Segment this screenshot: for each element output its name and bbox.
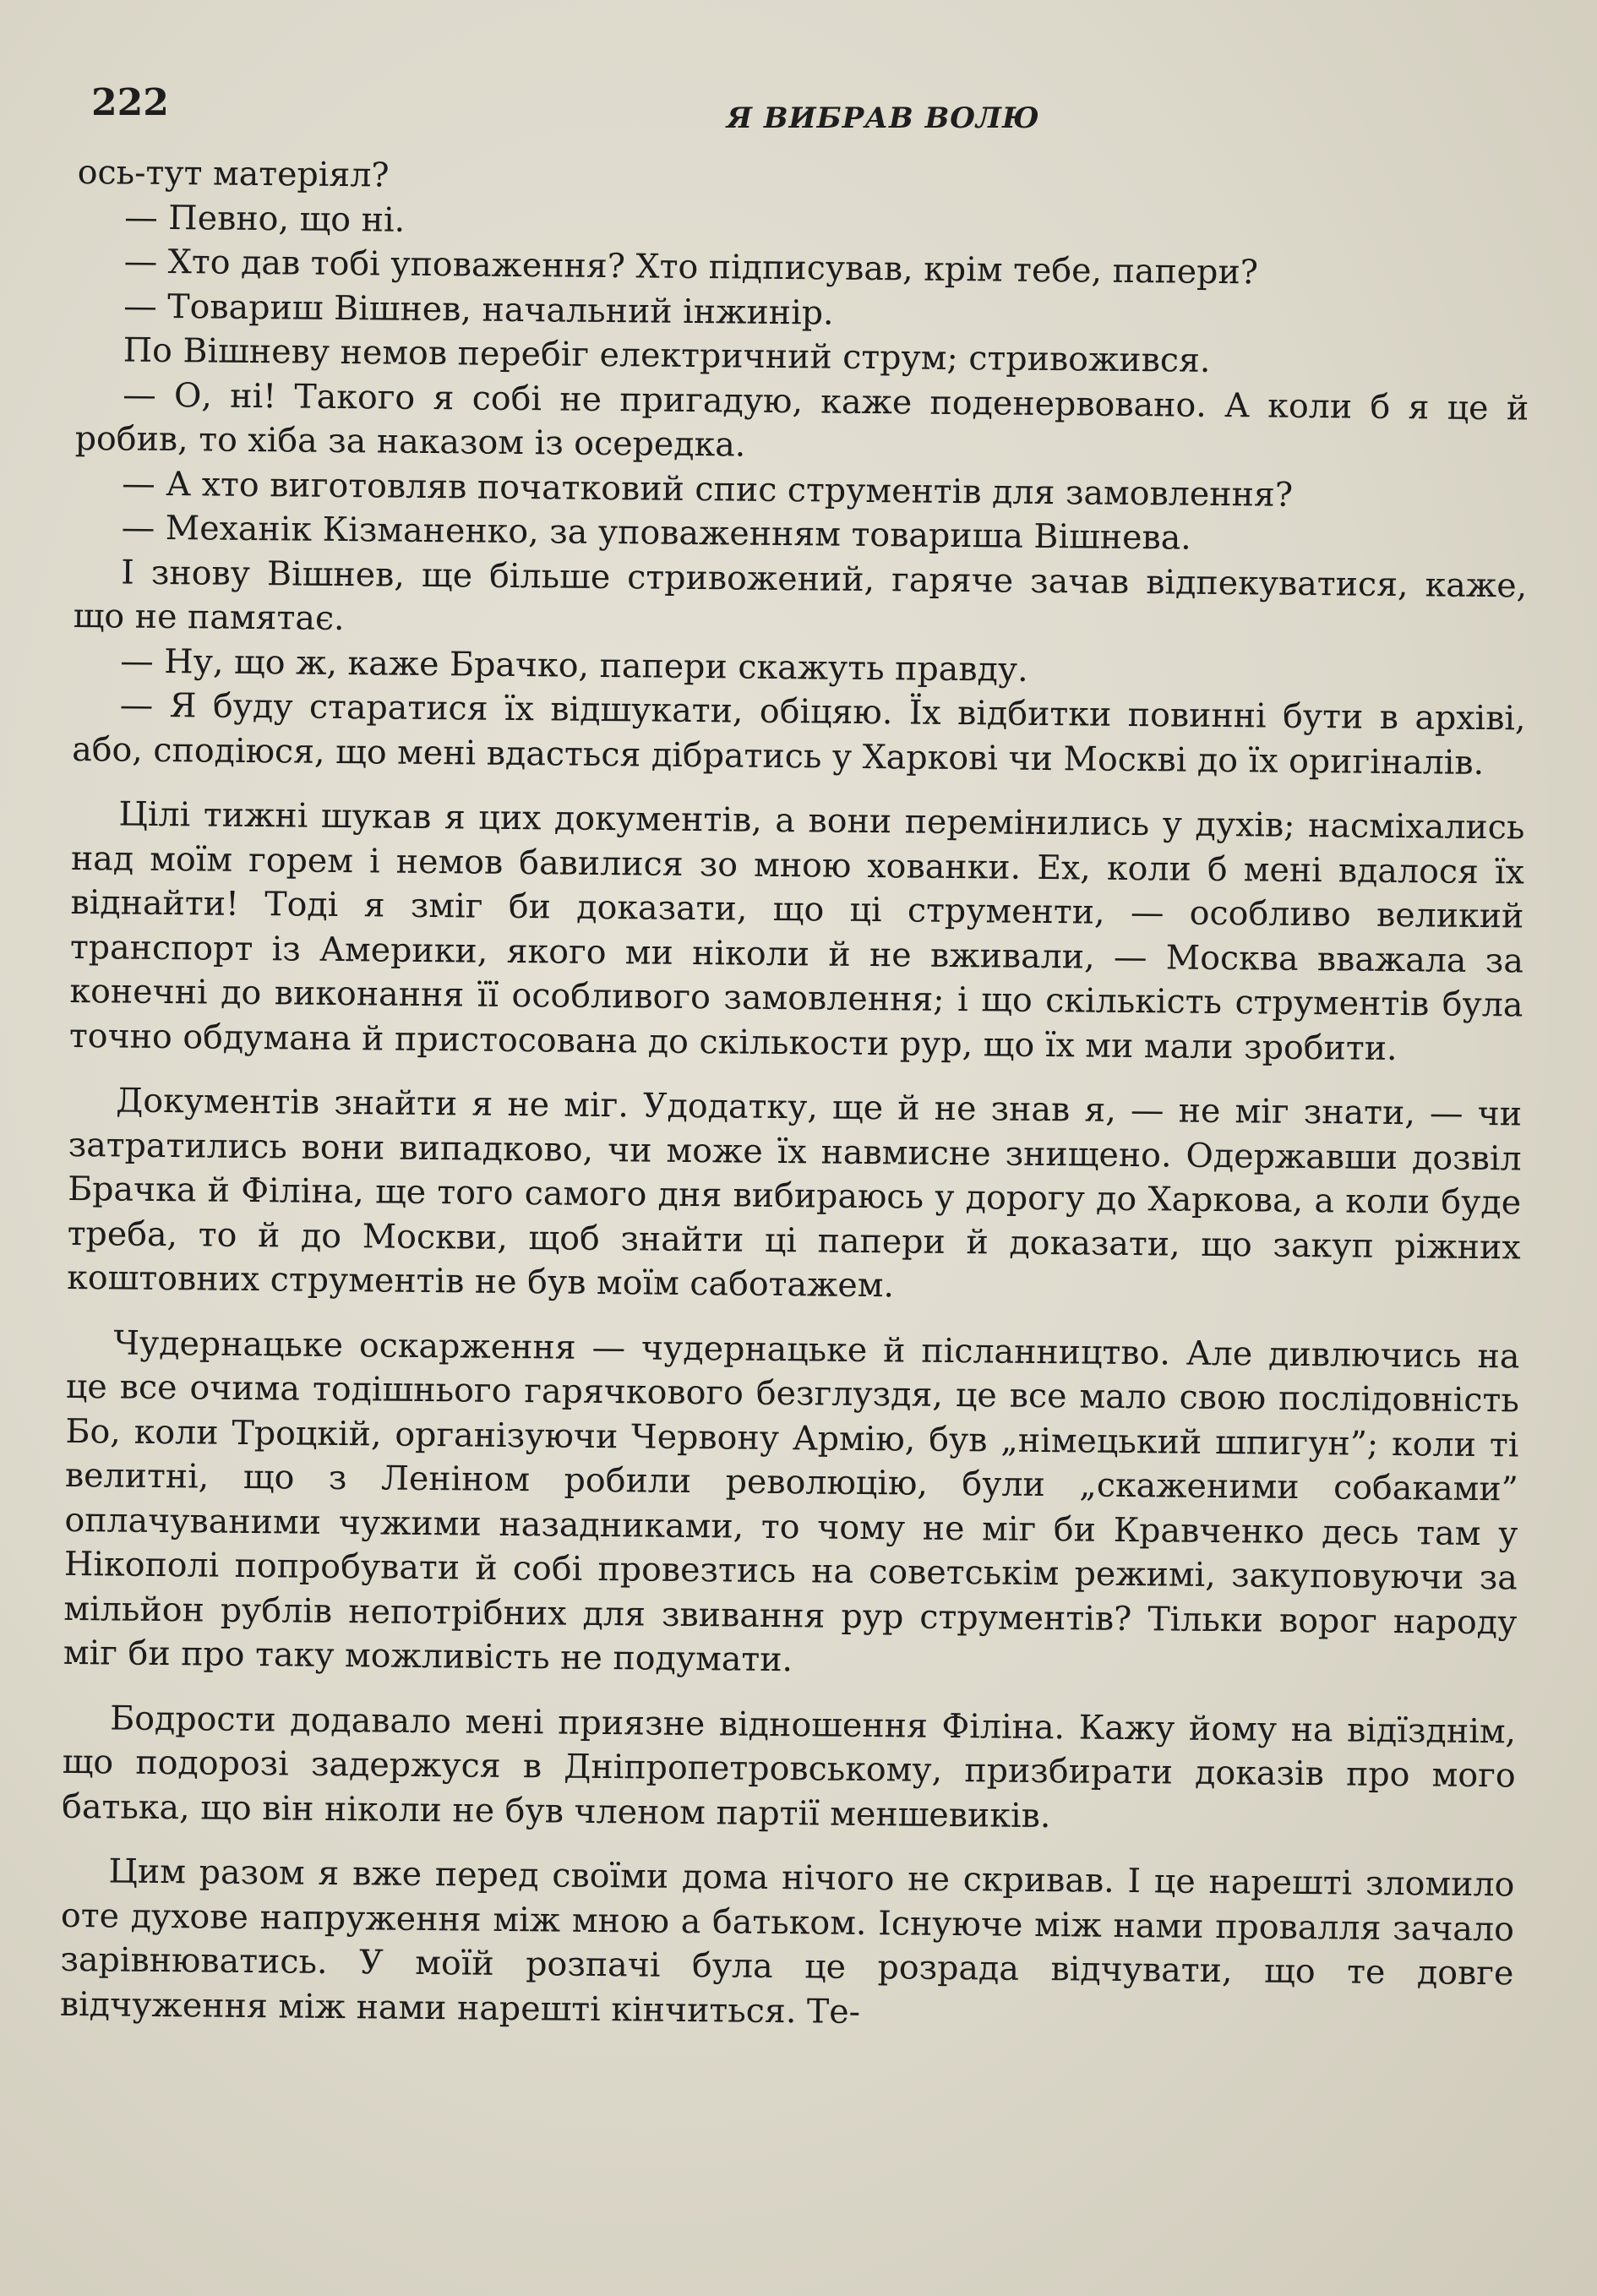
paragraph: Бодрости додавало мені приязне відношення Філіна. Кажу йому на відїзднім, що подорозі задержуся в Дніпропетровському, призбирати доказів про мого батька, що він ніколи не був членом партії меншевиків. — [61, 1698, 1517, 1835]
page-number: 222 — [91, 81, 169, 124]
dialogue-line: — А хто виготовляв початковий спис струментів для замовлення? — [121, 464, 1294, 515]
dialogue-line: — Певно, що ні. — [124, 198, 406, 240]
paragraph: Цим разом я вже перед своїми дома нічого не скривав. І це нарешті зломило оте духове напруження між мною а батьком. Існуюче між нами провалля зачало зарівнюватись. У моїй розпачі була це розрада відчувати, що те довге відчуження між нами нарешті кінчиться. Те- — [59, 1852, 1515, 2031]
paragraph: Цілі тижні шукав я цих документів, а вони перемінились у духів; насміхались над моїм горем і немов бавилися зо мною хованки. Ех, коли б мені вдалося їх віднайти! Тоді я зміг би доказати, що ці струменти, — особливо великий транспорт із Америки, якого ми ніколи й не вживали, — Москва вважала за конечні до виконання її особливого замовлення; і що скількість струментів була точно обдумана й пристосована до скількости рур, що їх ми мали зробити. — [68, 794, 1525, 1068]
dialogue-line: — О, ні! Такого я собі не пригадую, каже поденервовано. А коли б я це й робив, то хіба за наказом із осередка. — [74, 375, 1529, 465]
dialogue-line: — Механік Кізманенко, за уповаженням товариша Вішнева. — [121, 508, 1192, 558]
paragraph: По Вішневу немов перебіг електричний струм; стривожився. — [123, 330, 1211, 380]
dialogue-line: — Хто дав тобі уповаження? Хто підписував, крім тебе, папери? — [123, 242, 1259, 292]
running-title: Я ВИБРАВ ВОЛЮ — [727, 101, 1040, 135]
dialogue-line: — Ну, що ж, каже Брачко, папери скажуть правду. — [119, 641, 1028, 690]
paragraph: І знову Вішнев, ще більше стривожений, гаряче зачав відпекуватися, каже, що не памятає. — [73, 553, 1528, 639]
paragraph: Чудернацьке оскарження — чудернацьке й післанництво. Але дивлючись на це все очима тодішнього гарячкового безглуздя, це все мало свою послідовність Бо, коли Троцкій, організуючи Червону Армію, був „німецький шпигун”; коли ті велитні, що з Леніном робили революцію, були „скаженими собаками” оплачуваними чужими назадниками, то чому не міг би Кравченко десь там у Нікополі попробувати й собі провезтись на советськім режимі, закуповуючи за мільйон рублів непотрібних для звивання рур струментів? Тільки ворог народу міг би про таку можливість не подумати. — [63, 1323, 1520, 1680]
paragraph: Документів знайти я не міг. Удодатку, ще й не знав я, — не міг знати, — чи затратились вони випадково, чи може їх навмисне знищено. Одержавши дозвіл Брачка й Філіна, ще того самого дня вибираюсь у дорогу до Харкова, а коли буде треба, то й до Москви, щоб знайти ці папери й доказати, що закуп ріжних коштовних струментів не був моїм саботажем. — [66, 1081, 1523, 1306]
paragraph: ось-тут матеріял? — [77, 152, 390, 195]
body-text — [60, 150, 1531, 2040]
dialogue-line: — Товариш Вішнев, начальний інжинір. — [123, 286, 834, 333]
dialogue-line: — Я буду старатися їх відшукати, обіцяю. Їх відбитки повинні бути в архіві, або, сподіюся, що мені вдасться дібратись у Харкові чи Москві до їх оригіналів. — [71, 685, 1526, 783]
